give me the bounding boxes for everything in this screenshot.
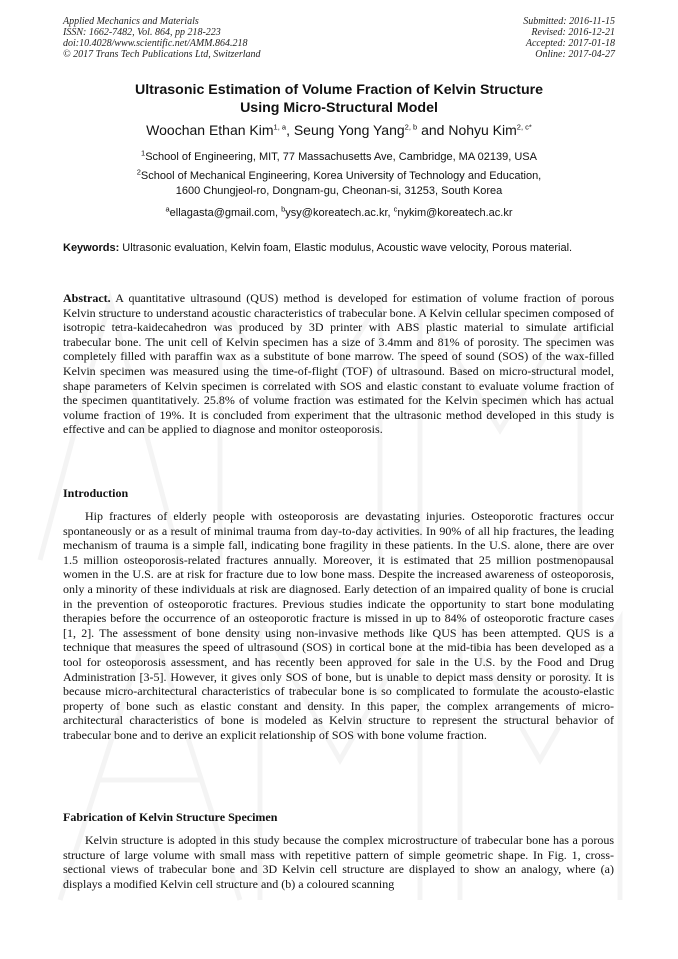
title-line-1: Ultrasonic Estimation of Volume Fraction of Kelvin Structure xyxy=(134,82,544,98)
email-address: ysy@koreatech.ac.kr, xyxy=(285,207,394,219)
author-list xyxy=(40,122,638,139)
abstract-label: Abstract. xyxy=(63,291,111,305)
keywords-text: Ultrasonic evaluation, Kelvin foam, Elastic modulus, Acoustic wave velocity, Porous material. xyxy=(119,242,573,254)
author-separator: and xyxy=(417,122,449,138)
email-mark: a xyxy=(165,204,170,214)
date-online: Online: 2017-04-27 xyxy=(535,49,615,60)
paper-title xyxy=(40,81,638,117)
date-revised: Revised: 2016-12-21 xyxy=(531,27,615,38)
date-accepted: Accepted: 2017-01-18 xyxy=(525,38,615,49)
affiliation-text: School of Mechanical Engineering, Korea University of Technology and Education, xyxy=(140,170,542,182)
author-affiliation-mark: 2, b xyxy=(404,122,418,132)
affiliation-line: 1600 Chungjeol-ro, Dongnam-gu, Cheonan-si, 31253, South Korea xyxy=(175,185,503,197)
affiliation-text: School of Engineering, MIT, 77 Massachusetts Ave, Cambridge, MA 02139, USA xyxy=(145,151,537,163)
fabrication-paragraph: Kelvin structure is adopted in this study because the complex microstructure of trabecular bone has a porous structure of large volume with small mass with repetitive pattern of simple geometric shape. In Fig. 1, cross-sectional views of trabecular bone and 3D Kelvin cell structure are displayed to show an analogy, where (a) displays a modified Kelvin cell structure and (b) a coloured scanning xyxy=(63,833,614,891)
email-mark: b xyxy=(281,204,286,214)
title-line-2: Using Micro-Structural Model xyxy=(240,100,438,116)
affiliation-2 xyxy=(40,169,638,199)
author-affiliation-mark: 1, a xyxy=(273,122,287,132)
author-affiliation-mark: 2, c* xyxy=(516,122,532,132)
journal-info xyxy=(63,16,383,60)
keywords-paragraph xyxy=(63,241,613,255)
journal-copyright: © 2017 Trans Tech Publications Ltd, Switzerland xyxy=(63,49,261,60)
date-submitted: Submitted: 2016-11-15 xyxy=(523,16,615,27)
keywords-label: Keywords: xyxy=(63,242,120,254)
section-heading-introduction: Introduction xyxy=(63,486,129,500)
author-separator: , xyxy=(286,122,294,138)
author-name: Seung Yong Yang xyxy=(293,122,405,138)
journal-doi: doi:10.4028/www.scientific.net/AMM.864.218 xyxy=(63,38,248,49)
abstract-paragraph xyxy=(63,291,614,437)
author-emails xyxy=(40,206,638,221)
affiliation-mark: 1 xyxy=(141,148,146,158)
author-name: Woochan Ethan Kim xyxy=(146,122,274,138)
affiliation-mark: 2 xyxy=(136,167,141,177)
email-mark: c xyxy=(393,204,398,214)
email-address: nykim@koreatech.ac.kr xyxy=(397,207,513,219)
section-heading-fabrication: Fabrication of Kelvin Structure Specimen xyxy=(63,810,278,824)
abstract-text: A quantitative ultrasound (QUS) method is developed for estimation of volume fraction of porous Kelvin structure to understand acoustic characteristics of trabecular bone. A Kelvin cellular specimen composed of isotropic tetra-kaidecahedron was produced by 3D printer with ABS plastic material to simulate artificial trabecular bone. The unit cell of Kelvin specimen has a size of 3.4mm and 81% of porosity. The specimen was completely filled with paraffin wax as a substitute of bone marrow. The speed of sound (SOS) of the wax-filled Kelvin specimen was measured using the time-of-flight (TOF) of ultrasound. Based on micro-structural model, shape parameters of Kelvin specimen is correlated with SOS and elastic constant to evaluate volume fraction of the specimen quantitatively. 25.8% of volume fraction was estimated for the Kelvin specimen which has actual volume fraction of 19%. It is concluded from experiment that the ultrasonic method developed in this study is effective and can be applied to diagnose and monitor osteoporosis. xyxy=(63,291,614,437)
article-dates xyxy=(415,16,615,60)
email-address: ellagasta@gmail.com, xyxy=(169,207,282,219)
affiliation-line xyxy=(40,169,638,184)
affiliation-1 xyxy=(40,150,638,165)
journal-issn: ISSN: 1662-7482, Vol. 864, pp 218-223 xyxy=(63,27,221,38)
introduction-paragraph: Hip fractures of elderly people with osteoporosis are devastating injuries. Osteoporotic fractures occur spontaneously or as a result of minimal trauma from day-to-day activities. In 90% of all hip fractures, the leading mechanism of trauma is a simple fall, indicating bone fragility in these patients. In the U.S. alone, there are over 1.5 million osteoporosis-related fractures annually. Moreover, it is estimated that 25 million postmenopausal women in the U.S. are at risk for fracture due to low bone mass. Despite the increased awareness of osteoporosis, only a minority of these individuals at risk are diagnosed. Early detection of an impaired quality of bone is crucial in the prevention of osteoporotic fractures. Previous studies indicate the opportunity to start bone modulating therapies before the occurrence of an osteoporotic fracture is missed in up to 84% of osteoporotic fracture cases [1, 2]. The assessment of bone density using non-invasive methods like QUS has been attempted. QUS is a technique that measures the speed of ultrasound (SOS) in cortical bone at the mid-tibia has been developed as a tool for osteoporosis assessment, and has recently been approved for sale in the U.S. by the Food and Drug Administration [3-5]. However, it gives only SOS of bone, but is unable to depict mass density or porosity. It is because micro-architectural characteristics of trabecular bone is so complicated to formulate the acousto-elastic property of bone such as elastic constant and density. In this paper, the complex arrangements of micro-architectural characteristics of bone is modeled as Kelvin structure to represent the structural behavior of trabecular bone and to derive an explicit relationship of SOS with bone volume fraction. xyxy=(63,509,614,742)
journal-name: Applied Mechanics and Materials xyxy=(63,16,199,27)
author-name: Nohyu Kim xyxy=(448,122,517,138)
